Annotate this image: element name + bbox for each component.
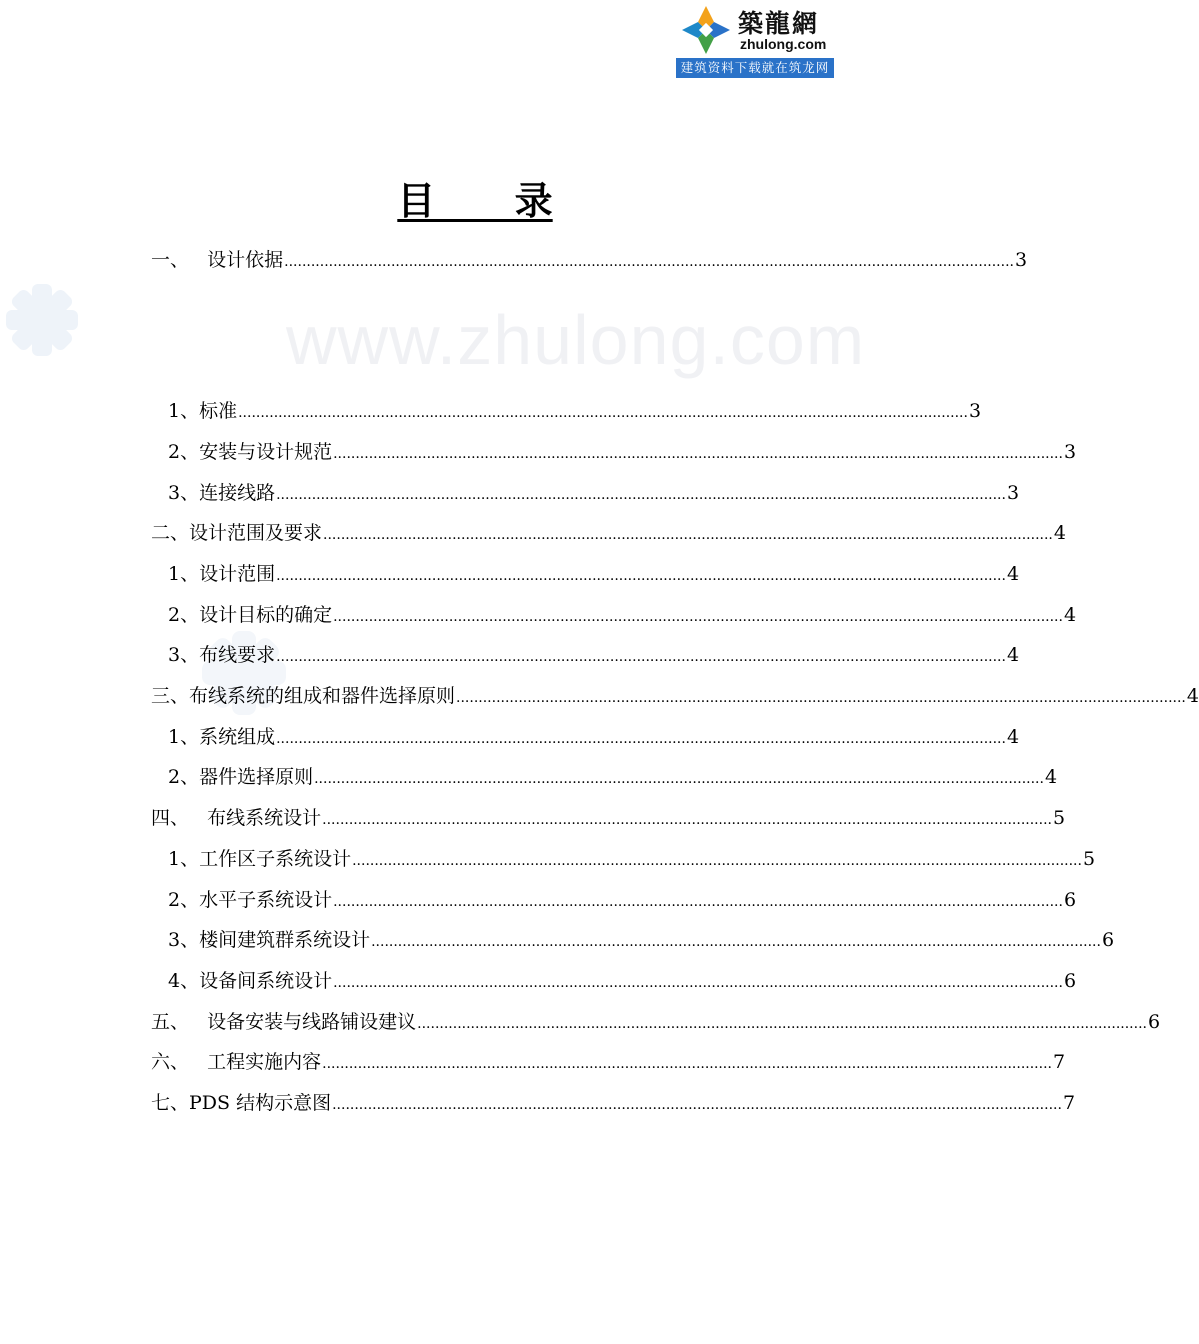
toc-number: 三、 (151, 685, 190, 707)
toc-label: 水平子系统设计 (199, 889, 333, 911)
toc-label: 安装与设计规范 (199, 441, 333, 463)
toc-number: 七、 (151, 1092, 190, 1114)
toc-number: 四、 (151, 807, 208, 829)
toc-label: 布线系统的组成和器件选择原则 (189, 685, 456, 707)
toc-label: 系统组成 (199, 726, 276, 748)
toc-entry[interactable] (168, 926, 1115, 954)
logo-slogan: 建筑资料下载就在筑龙网 (676, 58, 834, 78)
toc-number: 2、 (168, 766, 200, 788)
toc-label: 布线系统设计 (207, 807, 322, 829)
toc-label: 设计依据 (207, 249, 284, 271)
watermark-text: www.zhulong.com (286, 301, 866, 379)
toc-leader: .................................................................................................................................................................... (333, 975, 1063, 991)
toc-entry[interactable] (151, 1008, 1161, 1036)
watermark-flower-icon (4, 282, 80, 358)
toc-number: 2、 (168, 889, 200, 911)
toc-leader: .................................................................................................................................................................... (333, 894, 1063, 910)
toc-label: 标准 (199, 400, 238, 422)
toc-label: 设备安装与线路铺设建议 (207, 1011, 417, 1033)
toc-leader: .................................................................................................................................................................... (352, 853, 1082, 869)
toc-leader: .................................................................................................................................................................... (371, 934, 1101, 950)
toc-leader: .................................................................................................................................................................... (276, 568, 1006, 584)
toc-page: 4 (1006, 644, 1020, 666)
toc-leader: .................................................................................................................................................................... (332, 1097, 1062, 1113)
toc-leader: .................................................................................................................................................................... (323, 527, 1053, 543)
toc-page: 6 (1063, 970, 1077, 992)
toc-page: 3 (1006, 482, 1020, 504)
toc-leader: .................................................................................................................................................................... (333, 609, 1063, 625)
toc-label: 楼间建筑群系统设计 (199, 929, 371, 951)
toc-leader: .................................................................................................................................................................... (238, 405, 968, 421)
toc-number: 二、 (151, 522, 190, 544)
toc-number: 1、 (168, 563, 200, 585)
toc-entry[interactable] (168, 479, 1020, 507)
toc-label: 布线要求 (199, 644, 276, 666)
toc-leader: .................................................................................................................................................................... (456, 690, 1186, 706)
toc-leader: .................................................................................................................................................................... (276, 731, 1006, 747)
toc-entry[interactable] (168, 601, 1077, 629)
toc-leader: .................................................................................................................................................................... (284, 254, 1014, 270)
toc-entry[interactable] (168, 967, 1077, 995)
toc-entry[interactable] (151, 519, 1066, 547)
toc-entry[interactable] (151, 1089, 1076, 1117)
toc-entry[interactable] (168, 845, 1096, 873)
toc-leader: .................................................................................................................................................................... (276, 649, 1006, 665)
toc-number: 4、 (168, 970, 200, 992)
toc-page: 4 (1186, 685, 1199, 707)
toc-leader: .................................................................................................................................................................... (417, 1016, 1147, 1032)
toc-entry[interactable] (151, 804, 1066, 832)
toc-label: PDS 结构示意图 (189, 1092, 332, 1114)
toc-number: 3、 (168, 929, 200, 951)
toc-leader: .................................................................................................................................................................... (314, 771, 1044, 787)
toc-page: 7 (1062, 1092, 1076, 1114)
page-title: 目 录 (397, 179, 553, 223)
toc-page: 6 (1147, 1011, 1161, 1033)
toc-entry[interactable] (168, 723, 1020, 751)
toc-page: 3 (968, 400, 982, 422)
toc-number: 3、 (168, 482, 200, 504)
toc-page: 7 (1052, 1051, 1066, 1073)
toc-number: 3、 (168, 644, 200, 666)
toc-label: 设备间系统设计 (199, 970, 333, 992)
toc-label: 器件选择原则 (199, 766, 314, 788)
toc-number: 1、 (168, 848, 200, 870)
toc-number: 一、 (151, 249, 208, 271)
toc-page: 4 (1044, 766, 1058, 788)
toc-leader: .................................................................................................................................................................... (276, 487, 1006, 503)
toc-label: 连接线路 (199, 482, 276, 504)
toc-entry[interactable] (151, 682, 1199, 710)
toc-leader: .................................................................................................................................................................... (322, 1056, 1052, 1072)
toc-entry[interactable] (168, 560, 1020, 588)
toc-label: 工程实施内容 (207, 1051, 322, 1073)
toc-label: 设计范围及要求 (189, 522, 323, 544)
toc-page: 5 (1052, 807, 1066, 829)
toc-entry[interactable] (168, 641, 1020, 669)
toc-number: 1、 (168, 400, 200, 422)
toc-number: 2、 (168, 604, 200, 626)
toc-entry[interactable] (151, 1048, 1066, 1076)
page-title-wrap (0, 170, 950, 225)
toc-label: 设计范围 (199, 563, 276, 585)
toc-page: 5 (1082, 848, 1096, 870)
toc-page: 4 (1063, 604, 1077, 626)
toc-number: 六、 (151, 1051, 208, 1073)
toc-entry[interactable] (151, 246, 1028, 274)
toc-number: 2、 (168, 441, 200, 463)
toc-entry[interactable] (168, 397, 982, 425)
toc-leader: .................................................................................................................................................................... (333, 446, 1063, 462)
logo-mark-icon (678, 4, 734, 56)
toc-leader: .................................................................................................................................................................... (322, 812, 1052, 828)
logo-name-cn: 築龍網 (738, 9, 820, 38)
toc-page: 4 (1006, 563, 1020, 585)
zhulong-logo (676, 2, 834, 76)
toc-number: 五、 (151, 1011, 208, 1033)
toc-entry[interactable] (168, 438, 1077, 466)
toc-entry[interactable] (168, 886, 1077, 914)
toc-page: 4 (1006, 726, 1020, 748)
toc-page: 6 (1063, 889, 1077, 911)
toc-label: 设计目标的确定 (199, 604, 333, 626)
toc-page: 3 (1014, 249, 1028, 271)
toc-number: 1、 (168, 726, 200, 748)
toc-page: 4 (1053, 522, 1066, 544)
toc-page: 3 (1063, 441, 1077, 463)
logo-name-en: zhulong.com (740, 36, 827, 52)
toc-label: 工作区子系统设计 (199, 848, 352, 870)
toc-page: 6 (1101, 929, 1115, 951)
toc-entry[interactable] (168, 763, 1058, 791)
